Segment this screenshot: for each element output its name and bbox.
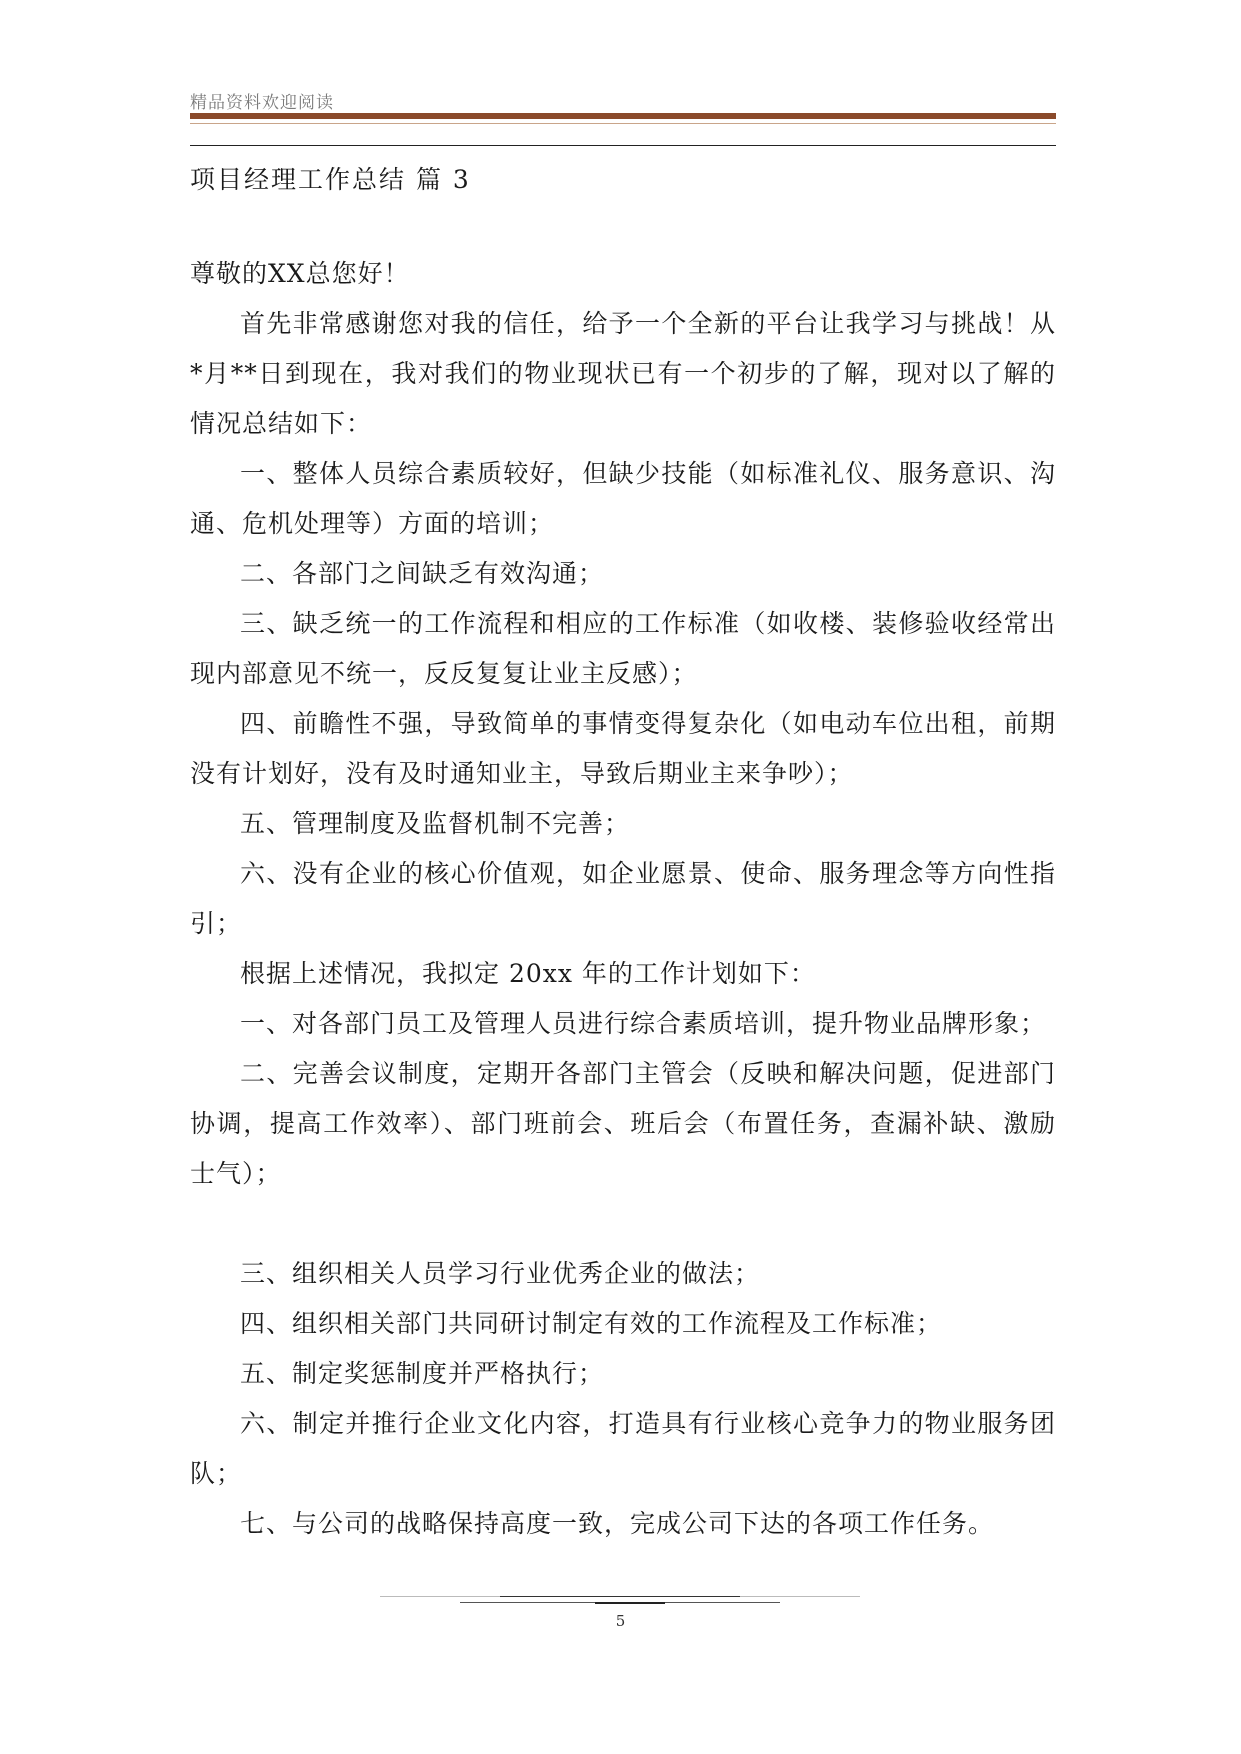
plan-4: 四、组织相关部门共同研讨制定有效的工作流程及工作标准；	[240, 1309, 943, 1338]
footer-rule	[500, 1596, 740, 1597]
document-body	[190, 155, 1056, 1549]
intro-paragraph: 首先非常感谢您对我的信任，给予一个全新的平台让我学习与挑战！从*月**日到现在，我对我们的物业现状已有一个初步的了解，现对以了解的情况总结如下：	[190, 309, 1056, 438]
header-rule-black	[190, 145, 1056, 146]
issue-2: 二、各部门之间缺乏有效沟通；	[240, 559, 605, 588]
plan-1: 一、对各部门员工及管理人员进行综合素质培训，提升物业品牌形象；	[240, 1009, 1047, 1038]
issue-6: 六、没有企业的核心价值观，如企业愿景、使命、服务理念等方向性指引；	[190, 859, 1056, 938]
plan-2: 二、完善会议制度，定期开各部门主管会（反映和解决问题，促进部门协调，提高工作效率）、部门班前会、班后会（布置任务，查漏补缺、激励士气）；	[190, 1059, 1056, 1188]
issue-5: 五、管理制度及监督机制不完善；	[240, 809, 631, 838]
header-rule-thick	[190, 113, 1056, 119]
page-number: 5	[615, 1612, 626, 1630]
salutation: 尊敬的XX总您好！	[190, 259, 410, 288]
plan-6: 六、制定并推行企业文化内容，打造具有行业核心竞争力的物业服务团队；	[190, 1409, 1056, 1488]
plan-intro: 根据上述情况，我拟定 20xx 年的工作计划如下：	[240, 959, 816, 988]
page-footer	[0, 1596, 1241, 1646]
issue-3: 三、缺乏统一的工作流程和相应的工作标准（如收楼、装修验收经常出现内部意见不统一，反反复复让业主反感）；	[190, 609, 1056, 688]
plan-5: 五、制定奖惩制度并严格执行；	[240, 1359, 605, 1388]
page-header-text: 精品资料欢迎阅读	[190, 93, 334, 113]
issue-4: 四、前瞻性不强，导致简单的事情变得复杂化（如电动车位出租，前期没有计划好，没有及时通知业主，导致后期业主来争吵）；	[190, 709, 1056, 788]
header-rule-thin	[190, 123, 1056, 124]
document-title: 项目经理工作总结 篇 3	[190, 165, 471, 194]
plan-3: 三、组织相关人员学习行业优秀企业的做法；	[240, 1259, 761, 1288]
footer-rule	[595, 1602, 665, 1604]
plan-7: 七、与公司的战略保持高度一致，完成公司下达的各项工作任务。	[240, 1509, 995, 1538]
issue-1: 一、整体人员综合素质较好，但缺少技能（如标准礼仪、服务意识、沟通、危机处理等）方面的培训；	[190, 459, 1056, 538]
